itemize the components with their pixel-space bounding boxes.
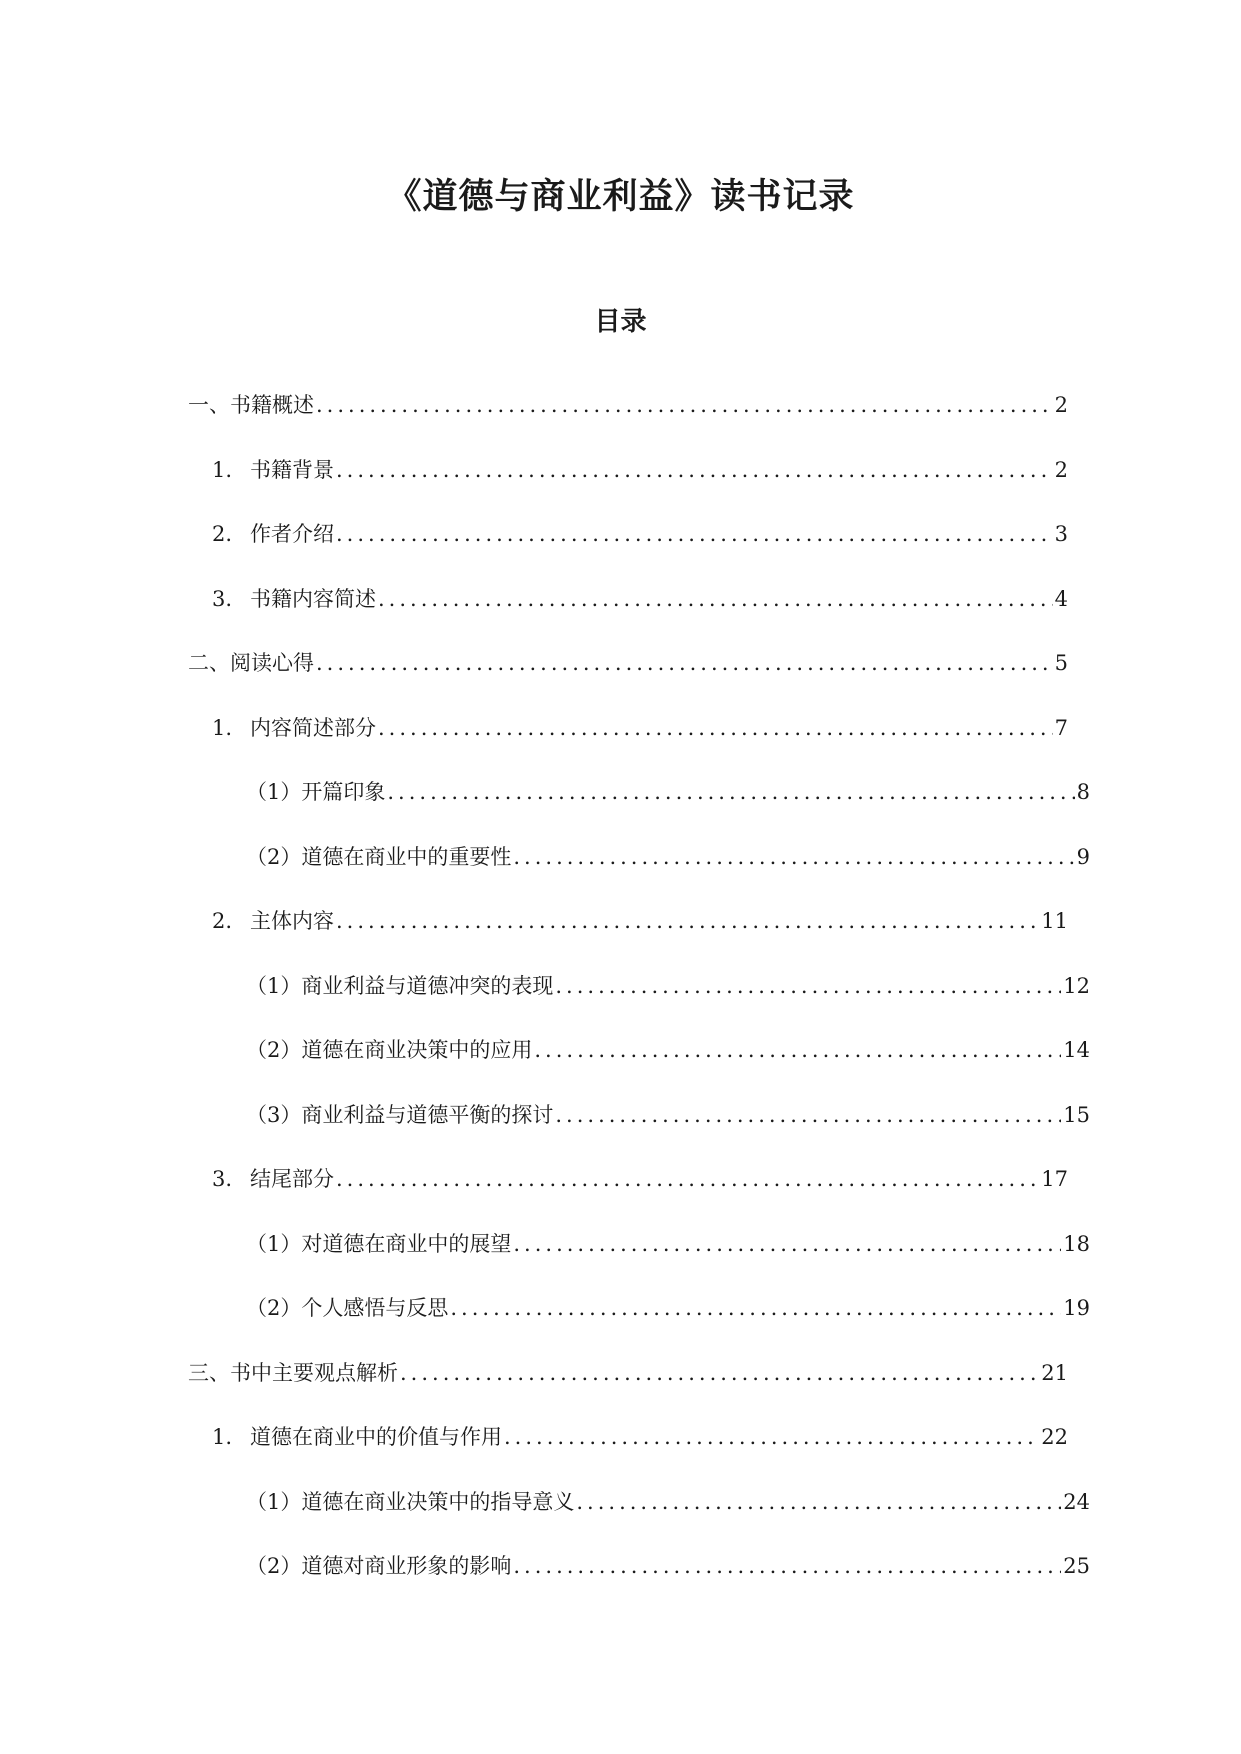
toc-dot-leader [316,390,1053,420]
toc-entry[interactable] [246,965,1090,1001]
toc-page-number: 19 [1063,1296,1090,1320]
toc-page-number: 9 [1076,845,1090,869]
toc-page-number: 24 [1063,1490,1090,1514]
toc-entry[interactable] [212,1158,1068,1194]
toc-dot-leader [400,1358,1039,1388]
toc-entry[interactable] [212,578,1068,614]
toc-page-number: 21 [1041,1361,1068,1385]
toc-dot-leader [336,1164,1039,1194]
toc-entry[interactable] [212,707,1068,743]
toc-entry-label: 道德在商业中的价值与作用 [250,1425,502,1449]
toc-page-number: 5 [1054,651,1068,675]
document-title: 《道德与商业利益》读书记录 [386,176,855,218]
toc-entry-label: 商业利益与道德冲突的表现 [301,974,554,998]
toc-entry-number: 一、 [188,393,230,417]
toc-entry-number: 3. [212,587,233,611]
toc-entry-number: （2） [246,1038,302,1062]
toc-entry-number: 三、 [188,1361,230,1385]
toc-entry[interactable] [246,1287,1090,1323]
toc-dot-leader [513,1229,1061,1259]
toc-page-number: 4 [1054,587,1068,611]
toc-entry-label: 道德在商业中的重要性 [301,845,512,869]
toc-entry[interactable] [246,1481,1090,1517]
toc-entry[interactable] [212,513,1068,549]
toc-dot-leader [450,1293,1061,1323]
toc-page-number: 11 [1041,909,1068,933]
toc-entry[interactable] [246,836,1090,872]
toc-dot-leader [555,1100,1061,1130]
toc-entry-label: 书籍概述 [230,393,314,417]
toc-entry-label: 对道德在商业中的展望 [301,1232,512,1256]
toc-entry-number: 二、 [188,651,230,675]
toc-dot-leader [378,713,1053,743]
toc-entry-label: 书籍背景 [250,458,334,482]
toc-entry-label: 书籍内容简述 [250,587,376,611]
toc-entry[interactable] [246,1029,1090,1065]
toc-entry-label: 书中主要观点解析 [230,1361,398,1385]
toc-entry-number: 1. [212,716,233,740]
toc-page-number: 12 [1063,974,1090,998]
toc-dot-leader [513,1551,1061,1581]
toc-entry[interactable] [188,642,1068,678]
toc-heading: 目录 [594,306,647,337]
toc-page-number: 15 [1063,1103,1090,1127]
toc-entry-number: 1. [212,458,233,482]
toc-dot-leader [504,1422,1039,1452]
toc-dot-leader [534,1035,1061,1065]
toc-entry-number: （1） [246,1232,302,1256]
toc-page-number: 2 [1054,458,1068,482]
toc-entry[interactable] [212,900,1068,936]
toc-page-number: 8 [1076,780,1090,804]
toc-entry-label: 作者介绍 [250,522,334,546]
toc-page-number: 18 [1063,1232,1090,1256]
toc-entry-label: 个人感悟与反思 [301,1296,449,1320]
toc-page-number: 22 [1041,1425,1068,1449]
toc-entry-number: 3. [212,1167,233,1191]
toc-entry-label: 道德对商业形象的影响 [301,1554,512,1578]
toc-entry-number: （2） [246,845,302,869]
toc-entry-label: 内容简述部分 [250,716,376,740]
toc-dot-leader [513,842,1074,872]
toc-dot-leader [378,584,1053,614]
toc-entry[interactable] [246,1094,1090,1130]
toc-dot-leader [316,648,1053,678]
toc-page-number: 2 [1054,393,1068,417]
toc-entry[interactable] [246,771,1090,807]
toc-dot-leader [336,906,1039,936]
toc-entry-number: 1. [212,1425,233,1449]
toc-entry-number: （1） [246,1490,302,1514]
toc-entry-label: 道德在商业决策中的应用 [301,1038,533,1062]
toc-entry[interactable] [188,1352,1068,1388]
toc-entry[interactable] [246,1223,1090,1259]
toc-entry-number: （2） [246,1296,302,1320]
toc-dot-leader [576,1487,1061,1517]
toc-entry[interactable] [212,1416,1068,1452]
toc-page-number: 3 [1054,522,1068,546]
toc-entry-label: 结尾部分 [250,1167,334,1191]
toc-entry[interactable] [212,449,1068,485]
toc-page-number: 17 [1041,1167,1068,1191]
toc-entry-number: 2. [212,522,233,546]
toc-dot-leader [387,777,1074,807]
toc-entry-label: 主体内容 [250,909,334,933]
toc-page-number: 25 [1063,1554,1090,1578]
toc-entry[interactable] [188,384,1068,420]
toc-entry-number: （1） [246,780,302,804]
toc-entry-number: （3） [246,1103,302,1127]
toc-entry-number: （2） [246,1554,302,1578]
toc-dot-leader [555,971,1061,1001]
toc-dot-leader [336,519,1053,549]
toc-entry-number: 2. [212,909,233,933]
toc-entry-label: 开篇印象 [301,780,386,804]
toc-entry-label: 阅读心得 [230,651,314,675]
toc-entry-label: 道德在商业决策中的指导意义 [301,1490,575,1514]
toc-dot-leader [336,455,1053,485]
toc-page-number: 14 [1063,1038,1090,1062]
toc-entry-label: 商业利益与道德平衡的探讨 [301,1103,554,1127]
toc-entry-number: （1） [246,974,302,998]
toc-entry[interactable] [246,1545,1090,1581]
toc-page-number: 7 [1054,716,1068,740]
